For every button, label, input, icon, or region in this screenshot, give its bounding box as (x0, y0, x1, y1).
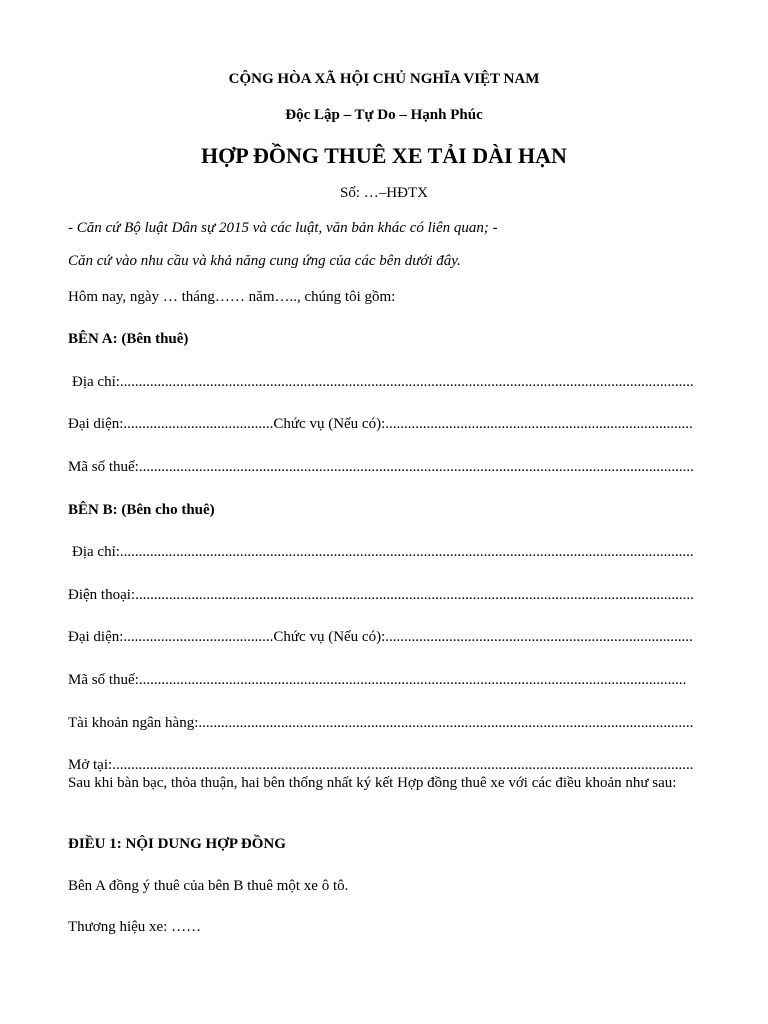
contract-title: HỢP ĐỒNG THUÊ XE TẢI DÀI HẠN (201, 143, 567, 168)
party-b-bank-account-label: Tài khoản ngân hàng: (68, 715, 199, 731)
party-a-address-field[interactable] (120, 373, 693, 391)
party-b-bank-at-row (68, 756, 693, 774)
date-line: Hôm nay, ngày … tháng…… năm….., chúng tôi gồm: (68, 289, 396, 305)
party-a-representative-label: Đại diện: (68, 416, 124, 432)
party-b-address-field[interactable] (120, 543, 693, 561)
party-a-position-field[interactable] (385, 415, 693, 433)
party-a-representative-field[interactable] (123, 415, 273, 433)
legal-basis-2: Căn cứ vào nhu cầu và khả năng cung ứng của các bên dưới đây. (68, 253, 461, 269)
article-1-heading: ĐIỀU 1: NỘI DUNG HỢP ĐỒNG (68, 836, 286, 852)
party-b-tax-field[interactable] (139, 671, 687, 689)
agreement-paragraph: Sau khi bàn bạc, thỏa thuận, hai bên thống nhất ký kết Hợp đồng thuê xe với các điều khoản như sau: (68, 775, 677, 791)
party-b-bank-at-label: Mở tại: (68, 757, 113, 773)
party-b-tax-row (68, 671, 687, 689)
party-b-representative-row (68, 628, 693, 646)
party-a-tax-row (68, 458, 693, 476)
party-b-heading: BÊN B: (Bên cho thuê) (68, 502, 215, 518)
party-a-tax-field[interactable] (139, 458, 693, 476)
national-motto: Độc Lập – Tự Do – Hạnh Phúc (285, 107, 483, 123)
party-b-representative-label: Đại diện: (68, 629, 124, 645)
party-a-address-row (72, 373, 693, 391)
party-b-address-label: Địa chỉ: (72, 544, 120, 560)
vehicle-brand-line: Thương hiệu xe: …… (68, 919, 202, 935)
party-a-tax-label: Mã số thuế: (68, 459, 139, 475)
party-b-bank-account-field[interactable] (198, 714, 693, 732)
article-1-text: Bên A đồng ý thuê của bên B thuê một xe ô tô. (68, 878, 349, 894)
party-b-phone-row (68, 586, 693, 604)
contract-number: Số: …–HĐTX (340, 185, 428, 201)
party-b-position-label: Chức vụ (Nếu có): (273, 629, 386, 645)
country-name: CỘNG HÒA XÃ HỘI CHỦ NGHĨA VIỆT NAM (228, 71, 540, 87)
party-b-phone-label: Điện thoại: (68, 587, 136, 603)
party-b-address-row (72, 543, 693, 561)
party-b-bank-at-field[interactable] (112, 756, 693, 774)
party-b-representative-field[interactable] (123, 628, 273, 646)
party-b-position-field[interactable] (385, 628, 693, 646)
party-a-representative-row (68, 415, 693, 433)
party-b-bank-account-row (68, 714, 693, 732)
party-a-address-label: Địa chỉ: (72, 374, 120, 390)
legal-basis-1: - Căn cứ Bộ luật Dân sự 2015 và các luật, văn bản khác có liên quan; - (68, 220, 498, 236)
party-a-heading: BÊN A: (Bên thuê) (68, 331, 189, 347)
party-b-tax-label: Mã số thuế: (68, 672, 139, 688)
party-b-phone-field[interactable] (135, 586, 693, 604)
party-a-position-label: Chức vụ (Nếu có): (273, 416, 386, 432)
